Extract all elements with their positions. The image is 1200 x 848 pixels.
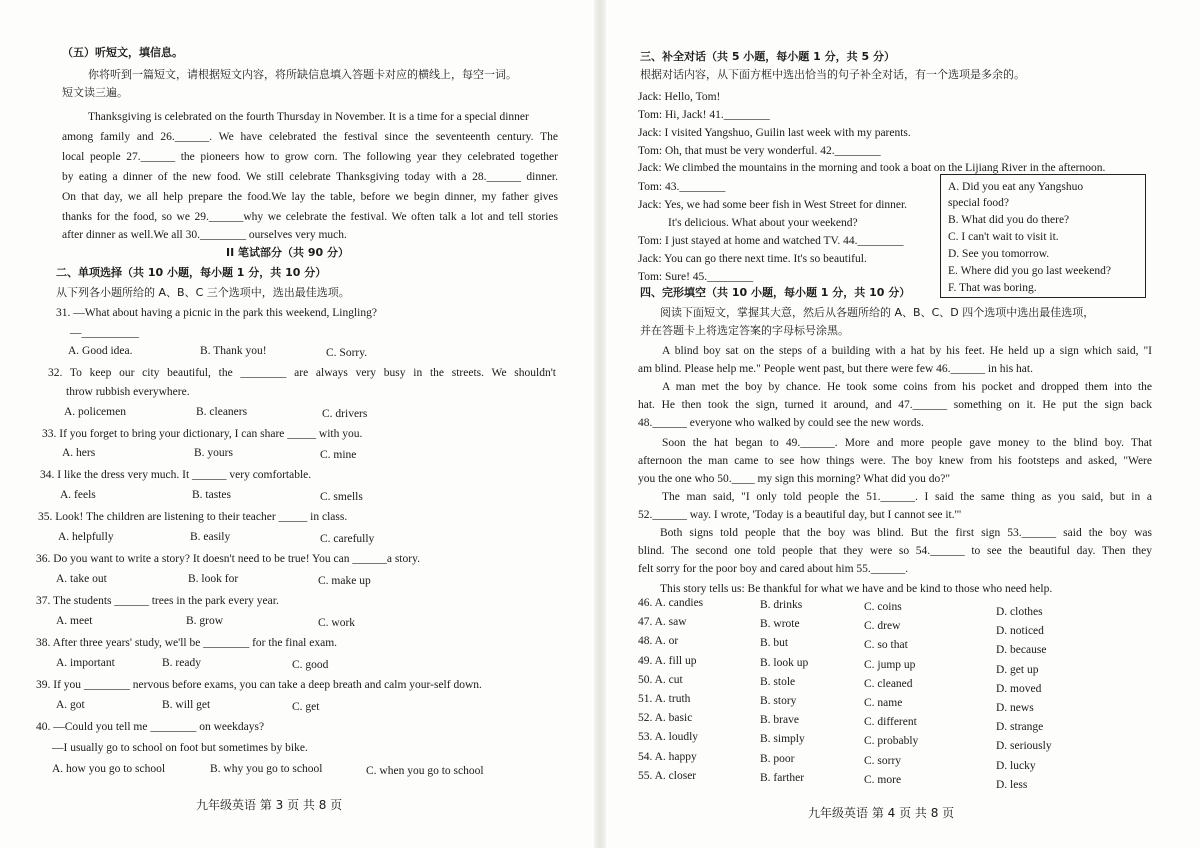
option: C. good — [292, 659, 329, 671]
question-40: 40. —Could you tell me ________ on weekdays? — [36, 721, 265, 733]
dialog-line: It's delicious. What about your weekend? — [668, 217, 858, 229]
cloze-option: B. farther — [760, 771, 805, 784]
cloze-option: B. wrote — [760, 618, 800, 631]
section-4-title: 四、完形填空（共 10 小题，每小题 1 分，共 10 分） — [640, 286, 911, 299]
cloze-option: C. probably — [864, 735, 919, 748]
section-2-instruction: 从下列各小题所给的 A、B、C 三个选项中，选出最佳选项。 — [56, 286, 350, 299]
passage-line: by eating a dinner of the new food. We still celebrate Thanksgiving today with a 28.______ dinner. — [62, 171, 558, 183]
section-3-instruction: 根据对话内容，从下面方框中选出恰当的句子补全对话，有一个选项是多余的。 — [640, 68, 1025, 81]
passage-line: Thanksgiving is celebrated on the fourth Thursday in November. It is a time for a special dinner — [88, 111, 529, 123]
option: A. got — [56, 699, 85, 711]
cloze-question-option: 51. A. truth — [638, 693, 691, 705]
section-5-title: （五）听短文，填信息。 — [62, 46, 183, 59]
section-5-instruction-cont: 短文读三遍。 — [62, 86, 128, 99]
cloze-line: am blind. Please help me." People went past, but there were few 46.______ in his hat. — [638, 363, 1033, 375]
option: C. when you go to school — [366, 765, 484, 777]
cloze-line: A man met the boy by chance. He took some coins from his pocket and dropped them into the — [662, 381, 1152, 393]
cloze-option: C. drew — [864, 620, 901, 633]
dialog-line: Tom: 43.________ — [638, 181, 726, 193]
cloze-option: C. coins — [864, 601, 902, 613]
page-footer: 九年级英语 第 4 页 共 8 页 — [808, 806, 955, 820]
box-option: E. Where did you go last weekend? — [948, 265, 1111, 277]
cloze-option: B. poor — [760, 752, 795, 765]
cloze-option: B. but — [760, 637, 789, 650]
dialog-line: Jack: Yes, we had some beer fish in West Street for dinner. — [638, 199, 908, 211]
cloze-option: D. moved — [996, 682, 1042, 695]
cloze-option: D. less — [996, 778, 1028, 791]
cloze-line: felt sorry for the poor boy and cared about him 55.______. — [638, 563, 909, 575]
question-33: 33. If you forget to bring your dictionary, I can share _____ with you. — [42, 428, 363, 440]
question-36: 36. Do you want to write a story? It doesn't need to be true! You can ______a story. — [36, 553, 420, 565]
option: B. will get — [162, 699, 211, 711]
option: C. make up — [318, 575, 371, 587]
question-32: 32. To keep our city beautiful, the ________ are always very busy in the streets. We shouldn't — [48, 367, 556, 379]
section-2-title: 二、单项选择（共 10 小题，每小题 1 分，共 10 分） — [56, 266, 327, 279]
option: B. look for — [188, 573, 239, 585]
cloze-option: D. get up — [996, 663, 1039, 676]
option: C. get — [292, 701, 320, 713]
cloze-option: B. simply — [760, 733, 805, 746]
cloze-question-option: 48. A. or — [638, 635, 679, 648]
dialog-line: Tom: Hi, Jack! 41.________ — [638, 109, 770, 121]
option: C. Sorry. — [326, 347, 368, 359]
option: A. helpfully — [58, 531, 114, 543]
option: A. take out — [56, 573, 107, 585]
dialog-line: Tom: Oh, that must be very wonderful. 42.________ — [638, 145, 881, 157]
question-32-cont: throw rubbish everywhere. — [66, 386, 190, 398]
box-option: special food? — [948, 197, 1009, 209]
question-31: 31. —What about having a picnic in the park this weekend, Lingling? — [56, 307, 377, 319]
cloze-line: afternoon the man came to see how things were. The boy knew from his footsteps and asked, "Were — [638, 455, 1152, 467]
box-option: F. That was boring. — [948, 282, 1037, 294]
question-39: 39. If you ________ nervous before exams, you can take a deep breath and calm your-self down. — [36, 679, 482, 691]
option: A. how you go to school — [52, 763, 166, 775]
cloze-line: hat. He then took the sign, turned it around, and 47.______ something on it. He put the sign back — [638, 399, 1152, 411]
passage-line: thanks for the food, so we 29.______why we celebrate the festival. We often talk a lot and tell stories — [62, 211, 558, 223]
option: C. mine — [320, 449, 357, 461]
cloze-option: B. story — [760, 695, 797, 707]
option: B. easily — [190, 531, 231, 543]
dialog-line: Jack: I visited Yangshuo, Guilin last week with my parents. — [638, 127, 911, 139]
cloze-option: D. because — [996, 644, 1047, 657]
cloze-option: D. news — [996, 702, 1034, 714]
dialog-line: Jack: You can go there next time. It's so beautiful. — [638, 253, 867, 265]
passage-line: after dinner as well.We all 30.________ ourselves very much. — [62, 229, 347, 241]
cloze-option: C. jump up — [864, 658, 916, 671]
cloze-line: blind. The second one told people that they were so 54.______ to see the beautiful day. Then they — [638, 545, 1152, 557]
box-option: D. See you tomorrow. — [948, 248, 1050, 260]
option: C. drivers — [322, 408, 368, 420]
question-35: 35. Look! The children are listening to their teacher _____ in class. — [38, 511, 348, 523]
section-4-instruction: 阅读下面短文，掌握其大意，然后从各题所给的 A、B、C、D 四个选项中选出最佳选项， — [660, 306, 1095, 319]
right-page — [602, 0, 1200, 848]
left-page — [0, 0, 598, 848]
question-31-blank: —__________ — [70, 327, 139, 339]
cloze-option: D. noticed — [996, 625, 1044, 638]
cloze-option: D. clothes — [996, 606, 1043, 618]
cloze-option: B. brave — [760, 714, 799, 727]
cloze-question-option: 49. A. fill up — [638, 654, 697, 667]
option: B. grow — [186, 615, 224, 627]
option: A. Good idea. — [68, 345, 133, 357]
section-4-instruction-cont: 并在答题卡上将选定答案的字母标号涂黑。 — [640, 324, 849, 337]
page-footer: 九年级英语 第 3 页 共 8 页 — [196, 798, 343, 812]
option: A. important — [56, 657, 115, 669]
cloze-option: C. sorry — [864, 754, 902, 767]
cloze-question-option: 54. A. happy — [638, 750, 697, 763]
option: B. why you go to school — [210, 763, 323, 775]
cloze-option: C. so that — [864, 639, 908, 652]
cloze-question-option: 53. A. loudly — [638, 731, 699, 744]
cloze-option: C. name — [864, 697, 903, 709]
option: C. smells — [320, 491, 363, 503]
question-34: 34. I like the dress very much. It ______ very comfortable. — [40, 469, 312, 481]
cloze-line: 48.______ everyone who walked by could see the new words. — [638, 417, 924, 429]
cloze-line: 52.______ way. I wrote, 'Today is a beautiful day, but I cannot see it.'" — [638, 509, 962, 521]
option: A. hers — [62, 447, 96, 459]
section-3-title: 三、补全对话（共 5 小题，每小题 1 分，共 5 分） — [640, 50, 895, 63]
option: A. feels — [60, 489, 96, 501]
cloze-question-option: 47. A. saw — [638, 616, 687, 629]
box-option: B. What did you do there? — [948, 214, 1070, 226]
option: A. policemen — [64, 406, 126, 418]
cloze-option: D. seriously — [996, 740, 1052, 753]
cloze-line: Both signs told people that the boy was blind. But the first sign 53.______ said the boy was — [660, 527, 1152, 539]
passage-line: local people 27.______ the pioneers how to grow corn. The following year they celebrated together — [62, 151, 558, 163]
option: B. yours — [194, 447, 233, 459]
cloze-line: Soon the hat began to 49.______. More and more people gave money to the blind boy. That — [662, 437, 1152, 449]
part-2-heading: II 笔试部分（共 90 分） — [226, 246, 349, 259]
option: C. work — [318, 617, 356, 629]
dialog-line: Jack: We climbed the mountains in the morning and took a boat on the Lijiang River in the afternoon. — [638, 162, 1106, 174]
section-5-instruction: 你将听到一篇短文，请根据短文内容，将所缺信息填入答题卡对应的横线上，每空一词。 — [88, 68, 517, 81]
cloze-option: D. lucky — [996, 759, 1036, 772]
cloze-question-option: 50. A. cut — [638, 673, 683, 686]
question-40-answer: —I usually go to school on foot but sometimes by bike. — [52, 742, 308, 754]
cloze-option: C. cleaned — [864, 677, 913, 690]
option: B. Thank you! — [200, 345, 267, 357]
dialog-line: Jack: Hello, Tom! — [638, 91, 721, 103]
cloze-option: C. more — [864, 773, 902, 786]
box-option: A. Did you eat any Yangshuo — [948, 181, 1084, 193]
option: C. carefully — [320, 533, 375, 545]
dialog-line: Tom: Sure! 45.________ — [638, 271, 754, 283]
cloze-question-option: 52. A. basic — [638, 712, 693, 725]
option: A. meet — [56, 615, 93, 627]
cloze-line: A blind boy sat on the steps of a building with a hat by his feet. He held up a sign which said, "I — [662, 345, 1152, 357]
cloze-line: you the one who 50.____ my sign this morning? What did you do?" — [638, 473, 951, 485]
option: B. ready — [162, 657, 201, 669]
cloze-line: The man said, "I only told people the 51.______. I said the same thing as you said, but in a — [662, 491, 1152, 503]
option: B. cleaners — [196, 406, 248, 418]
cloze-option: B. drinks — [760, 599, 803, 611]
passage-line: On that day, we all help prepare the food.We lay the table, before we begin dinner, my father gives — [62, 191, 558, 203]
cloze-question-option: 55. A. closer — [638, 769, 697, 782]
dialog-line: Tom: I just stayed at home and watched TV. 44.________ — [638, 235, 904, 247]
cloze-option: B. look up — [760, 656, 809, 669]
box-option: C. I can't wait to visit it. — [948, 231, 1059, 243]
question-38: 38. After three years' study, we'll be ________ for the final exam. — [36, 637, 338, 649]
passage-line: among family and 26.______. We have celebrated the festival since the seventeenth century. The — [62, 131, 558, 143]
cloze-question-option: 46. A. candies — [638, 597, 704, 609]
question-37: 37. The students ______ trees in the park every year. — [36, 595, 279, 607]
cloze-line: This story tells us: Be thankful for what we have and be kind to those who need help. — [660, 583, 1053, 595]
cloze-option: C. different — [864, 716, 917, 729]
cloze-option: D. strange — [996, 721, 1044, 734]
option: B. tastes — [192, 489, 231, 501]
cloze-option: B. stole — [760, 675, 796, 688]
